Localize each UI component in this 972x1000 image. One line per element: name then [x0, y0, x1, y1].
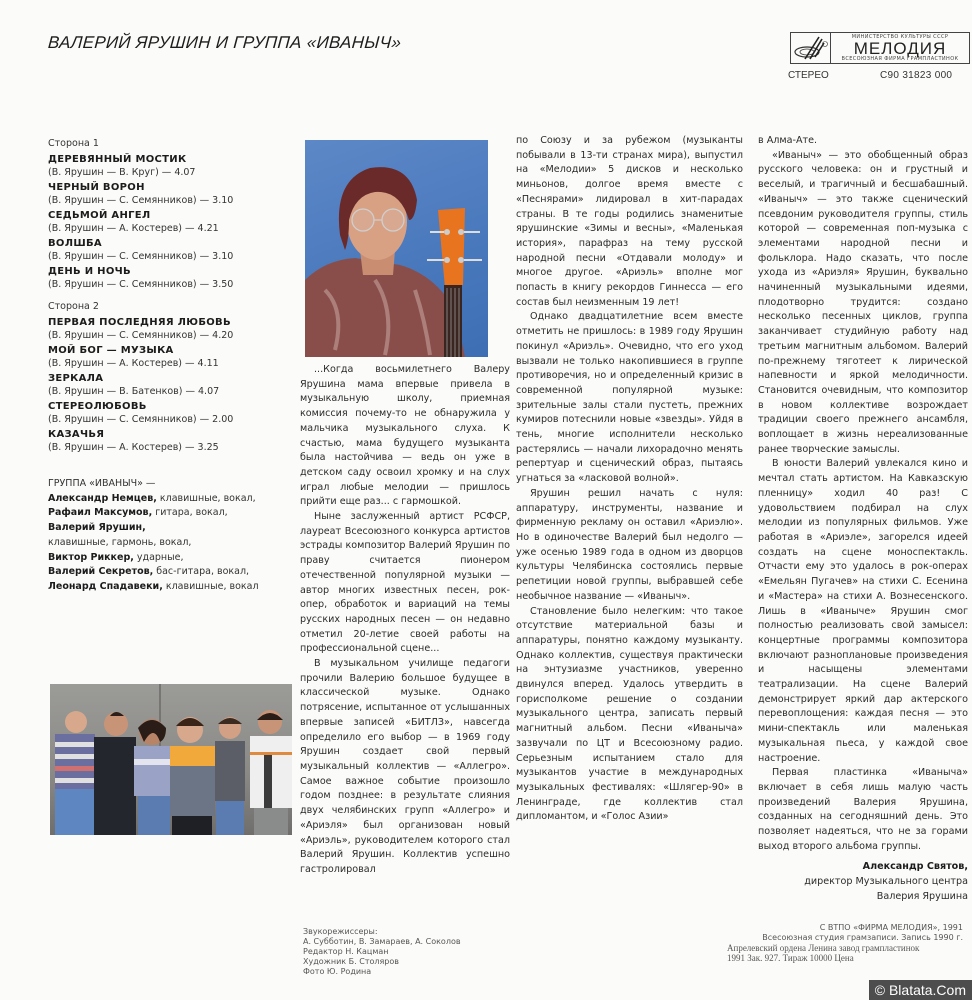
liner-notes-column-4 [758, 134, 968, 905]
track-credit: (В. Ярушин — С. Семянников) — 3.50 [48, 279, 234, 290]
liner-paragraph: В музыкальном училище педагоги прочили Валерию большое будущее в классической музыке. Однако потрясение, испытанное от услышанных впервые записей «БИТЛЗ», навсегда определило его выбор — в 1969 году Ярушин создает свой первый музыкальный коллектив — «Аллегро». Самое важное событие произошло годом позднее: в результате слияния двух челябинских групп «Аллегро» и «Ариэля» был организован новый «Ариэль», руководителем которого стал Валерий Ярушин. Коллектив успешно гастролировал [300, 658, 510, 875]
credit-line: А. Субботин, В. Замараев, А. Соколов [303, 937, 461, 946]
track-title: ДЕРЕВЯННЫЙ МОСТИК [48, 154, 187, 165]
band-lineup [48, 477, 293, 595]
catalog-number: С90 31823 000 [880, 70, 953, 81]
portrait-photo [305, 140, 488, 357]
liner-paragraph: по Союзу и за рубежом (музыканты побывали в 13-ти странах мира), выпустил на «Мелодии» 5 дисков и несколько миньонов, долгое время вместе с «Песнярами» лидировал в хит-парадах страны. В те годы родились знаменитые ярушинские «Зимы и весны», «Маленькая история», парафраз на тему русской народной песни «Отдавали молоду» и многое другое. «Ариэль» вполне мог попасть в книгу рекордов Гиннесса — его состав был неизменным 19 лет! [516, 135, 743, 308]
track-item [48, 209, 288, 235]
track-title: СТЕРЕОЛЮБОВЬ [48, 401, 147, 412]
track-title: ЧЕРНЫЙ ВОРОН [48, 182, 145, 193]
publisher-imprint [727, 923, 963, 963]
liner-paragraph: Первая пластинка «Иваныча» включает в себя лишь малую часть произведений Валерия Ярушина, созданных на сегодняшний день. Это позволяет надеяться, что не за горами выход второго альбома группы. [758, 767, 968, 852]
liner-paragraph: «Иваныч» — это обобщенный образ русского человека: он и грустный и веселый, и трагичный и бесшабашный. «Иваныч» — это также сценический псевдоним руководителя группы, стиль которой — современная поп-музыка с элементами народной песни и фольклора. Надо сказать, что после ухода из «Ариэля» Ярушин, буквально начиненный музыкальными идеями, плодотворно трудится: создано несколько песенных циклов, группа заканчивает студийную работу над третьим магнитным альбомом. Валерий по-прежнему тяготеет к лирической напевности и яркой мелодичности. Становится очевидным, что композитор в новом коллективе возрождает традиции своего прежнего ансамбля, воплощает в жизнь нереализованные ранее творческие замыслы. [758, 149, 968, 455]
member-name: Валерий Ярушин, [48, 522, 146, 534]
track-title: ДЕНЬ И НОЧЬ [48, 266, 131, 277]
credit-line: Редактор Н. Кацман [303, 947, 389, 956]
credit-line: Фото Ю. Родина [303, 967, 372, 976]
track-credit: (В. Ярушин — С. Семянников) — 2.00 [48, 414, 234, 425]
credit-line: Звукорежиссеры: [303, 927, 378, 936]
author-title: директор Музыкального центра [804, 876, 968, 888]
lineup-member [48, 536, 293, 551]
member-role: гитара, вокал, [152, 507, 228, 519]
track-title: КАЗАЧЬЯ [48, 429, 105, 440]
liner-notes-column-2 [300, 363, 510, 878]
member-role: ударные, [133, 551, 184, 563]
album-title: ВАЛЕРИЙ ЯРУШИН И ГРУППА «ИВАНЫЧ» [47, 33, 402, 52]
track-item [48, 316, 288, 342]
tracklist [48, 138, 288, 456]
melodiya-label-logo [790, 32, 970, 64]
order-line: 1991 Зак. 927. Тираж 10000 Цена [727, 953, 854, 963]
lineup-member [48, 580, 293, 595]
track-item [48, 344, 288, 370]
member-role: клавишные, гармонь, вокал, [48, 536, 192, 548]
track-title: ПЕРВАЯ ПОСЛЕДНЯЯ ЛЮБОВЬ [48, 317, 231, 328]
track-credit: (В. Ярушин — А. Костерев) — 4.21 [48, 223, 219, 234]
liner-paragraph: ...Когда восьмилетнего Валеру Ярушина мама впервые привела в музыкальную школу, приемная комиссия почему-то не обнаружила у мальчика музыкального слуха. К счастью, мама будущего музыканта была настойчива — ведь он уже в детском саду освоил хромку и на слух играл любые мелодии — пришлось прийти еще раз... с гармошкой. [300, 364, 510, 508]
track-credit: (В. Ярушин — С. Семянников) — 3.10 [48, 251, 234, 262]
track-title: ЗЕРКАЛА [48, 373, 104, 384]
liner-paragraph: Ярушин решил начать с нуля: аппаратуру, инструменты, название и фирменную рекламу он оставил «Ариэлю». Но в одиночестве Валерий был недолго — уже осенью 1989 года в одном из дворцов культуры Челябинска состоялись первые репетиции новой группы, выбравшей себе необычное название — «Иваныч». [516, 487, 743, 602]
track-credit: (В. Ярушин — В. Батенков) — 4.07 [48, 386, 220, 397]
author-name: Александр Святов, [862, 861, 968, 873]
track-item [48, 153, 288, 179]
track-item [48, 428, 288, 454]
credit-line: Художник Б. Столяров [303, 957, 399, 966]
track-title: СЕДЬМОЙ АНГЕЛ [48, 210, 151, 221]
lineup-member [48, 521, 293, 536]
member-role: клавишные, вокал, [156, 492, 256, 504]
lineup-member [48, 506, 293, 521]
liner-paragraph: в Алма-Ате. [758, 135, 818, 146]
liner-paragraph: Однако двадцатилетние всем вместе отметить не пришлось: в 1989 году Ярушин покинул «Ариэль». Очевидно, что его уход вызвали не только накопившиеся в группе противоречия, но и определенный кризис в современной популярной музыке: зрительные залы стали пустеть, прежних кумиров потеснили новые «звезды». Уйдя в тень, многие исполнители несколько растерялись — начали лихорадочно менять репертуар и сценический образ, пытаясь угнаться за «ласковой волной». [516, 311, 743, 485]
track-item [48, 181, 288, 207]
author-title: Валерия Ярушина [876, 890, 968, 902]
label-ministry-text: МИНИСТЕРСТВО КУЛЬТУРЫ СССР [851, 34, 949, 40]
side-2-label: Сторона 2 [48, 301, 99, 312]
band-photo [50, 684, 292, 835]
track-title: ВОЛШБА [48, 238, 102, 249]
author-signature [758, 860, 968, 904]
melodiya-logo-icon [791, 33, 831, 63]
track-item [48, 265, 288, 291]
member-name: Александр Немцев, [48, 492, 157, 504]
studio-line: Всесоюзная студия грамзаписи. Запись 1990 г. [762, 933, 963, 942]
liner-paragraph: В юности Валерий увлекался кино и мечтал стать артистом. На Кавказскую пленницу» ходил 40 раз! С удовольствием подбирал на слух мелодии из популярных фильмов. Уже работая в «Ариэле», загорелся идеей создать на сцене моноспектакль. Отчасти ему это удалось в рок-операх «Емельян Пугачев» на стихи С. Есенина и «Мастера» на стихи А. Вознесенского. Лишь в «Иваныче» Ярушин смог полностью реализовать свой замысел: концертные программы композитора включают разноплановые произведения и насыщены элементами театрализации. На сцене Валерий демонстрирует яркий дар актерского перевоплощения: каждая песня — это мини-спектакль или маленькая музыкальная пьеса, у каждой свое настроение. [758, 458, 968, 764]
member-name: Рафаил Максумов, [48, 507, 153, 519]
member-name: Леонард Спадавеки, [48, 580, 163, 592]
track-credit: (В. Ярушин — А. Костерев) — 4.11 [48, 358, 219, 369]
track-item [48, 372, 288, 398]
member-name: Виктор Риккер, [48, 551, 134, 563]
track-item [48, 237, 288, 263]
liner-paragraph: Ныне заслуженный артист РСФСР, лауреат Всесоюзного конкурса артистов эстрады композитор Валерий Ярушин по праву считается пионером отечественной популярной музыки — автор многих известных песен, рок-опер, обработок и вариаций на темы русских народных песен — он недавно отметил 20-летие своей работы на профессиональной сцене... [300, 511, 510, 655]
track-credit: (В. Ярушин — А. Костерев) — 3.25 [48, 442, 219, 453]
lineup-member [48, 551, 293, 566]
lineup-header: ГРУППА «ИВАНЫЧ» — [48, 478, 156, 489]
track-credit: (В. Ярушин — С. Семянников) — 4.20 [48, 330, 234, 341]
side-1-label: Сторона 1 [48, 138, 99, 149]
copyright-line: С ВТПО «ФИРМА МЕЛОДИЯ», 1991 [819, 923, 963, 932]
lineup-member [48, 565, 293, 580]
label-name: МЕЛОДИЯ [853, 38, 947, 58]
member-role: бас-гитара, вокал, [153, 566, 250, 578]
label-firm-text: ВСЕСОЮЗНАЯ ФИРМА ГРАМПЛАСТИНОК [841, 56, 959, 62]
format-label: СТЕРЕО [788, 70, 829, 81]
track-title: МОЙ БОГ — МУЗЫКА [48, 345, 174, 356]
member-name: Валерий Секретов, [48, 566, 154, 578]
member-role: клавишные, вокал [162, 580, 259, 592]
liner-notes-column-3 [516, 134, 743, 825]
production-credits [303, 927, 461, 977]
watermark: © Blatata.Com [869, 980, 972, 1000]
plant-line: Апрелевский ордена Ленина завод грампластинок [727, 943, 920, 953]
lineup-member [48, 492, 293, 507]
track-credit: (В. Ярушин — С. Семянников) — 3.10 [48, 195, 234, 206]
track-credit: (В. Ярушин — В. Круг) — 4.07 [48, 167, 196, 178]
liner-paragraph: Становление было нелегким: что такое отсутствие материальной базы и аппаратуры, понятно каждому музыканту. Однако коллектив, существуя практически на энтузиазме участников, уверенно двинулся вперед. Удалось утвердить в горисполкоме решение о создании музыкального центра, записать первый магнитный альбом. Песни «Иваныча» зазвучали по ЦТ и Всесоюзному радио. Серьезным испытанием стало для музыкантов участие в международных музыкальных фестивалях: «Шлягер-90» в Ленинграде, где коллектив стал дипломантом, и «Голос Азии» [516, 605, 743, 823]
track-item [48, 400, 288, 426]
